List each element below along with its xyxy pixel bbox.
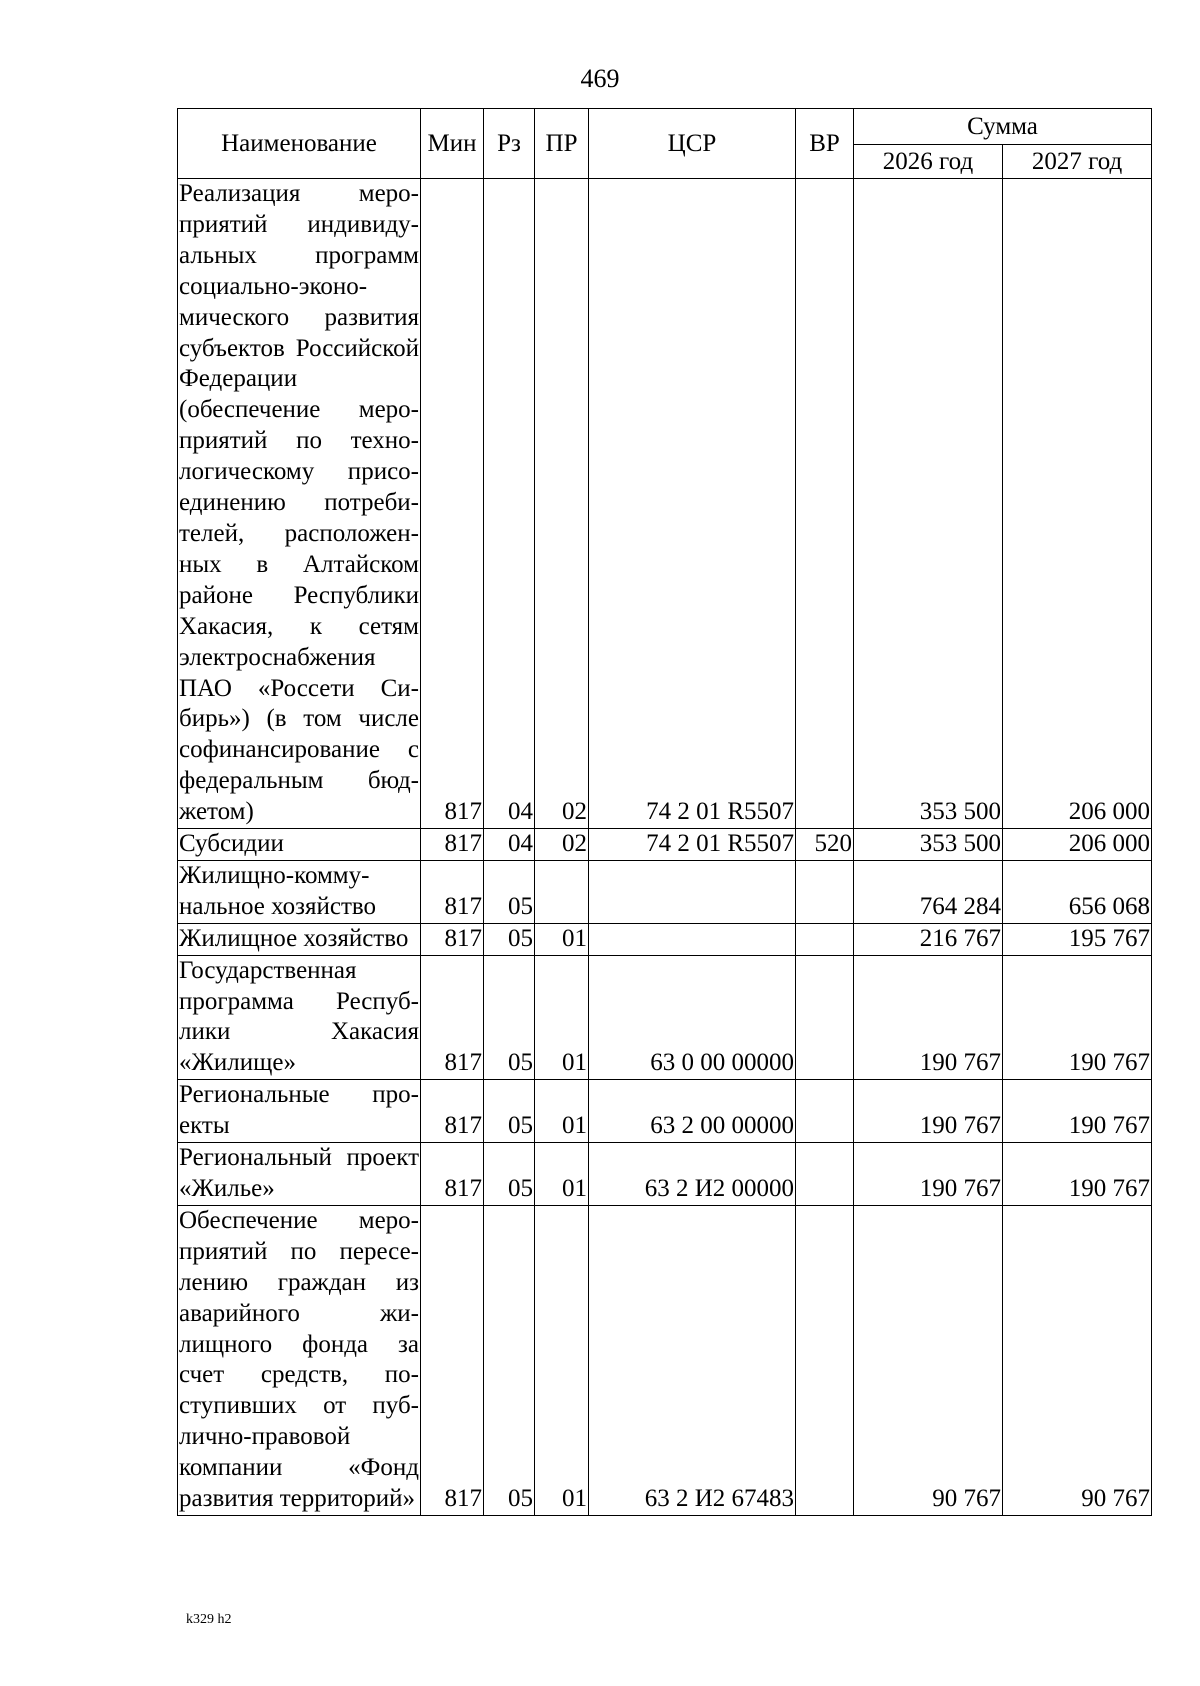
row-2027: 190 767	[1003, 1080, 1152, 1143]
row-vr	[796, 1205, 854, 1515]
table-row	[178, 1080, 1152, 1143]
header-min: Мин	[421, 109, 484, 179]
row-2027: 195 767	[1003, 923, 1152, 955]
row-min: 817	[421, 955, 484, 1080]
header-csr: ЦСР	[589, 109, 796, 179]
row-vr	[796, 179, 854, 829]
row-vr: 520	[796, 829, 854, 861]
row-csr: 63 2 И2 67483	[589, 1205, 796, 1515]
row-pr: 01	[535, 1143, 589, 1206]
row-csr: 74 2 01 R5507	[589, 179, 796, 829]
row-2027: 90 767	[1003, 1205, 1152, 1515]
footer-code: k329 h2	[186, 1612, 232, 1627]
row-rz: 05	[484, 923, 535, 955]
header-sum: Сумма	[854, 109, 1152, 145]
row-2027: 656 068	[1003, 860, 1152, 923]
budget-table	[177, 108, 1152, 1516]
row-pr	[535, 860, 589, 923]
row-pr: 02	[535, 829, 589, 861]
row-rz: 05	[484, 955, 535, 1080]
row-min: 817	[421, 860, 484, 923]
row-2027: 206 000	[1003, 179, 1152, 829]
row-min: 817	[421, 1080, 484, 1143]
header-rz: Рз	[484, 109, 535, 179]
row-2026: 190 767	[854, 1080, 1003, 1143]
row-rz: 05	[484, 1205, 535, 1515]
row-rz: 04	[484, 179, 535, 829]
row-pr: 01	[535, 923, 589, 955]
row-pr: 01	[535, 1080, 589, 1143]
row-name: Региональные проекты	[178, 1080, 421, 1143]
row-2026: 764 284	[854, 860, 1003, 923]
table-row	[178, 923, 1152, 955]
row-rz: 05	[484, 1080, 535, 1143]
row-min: 817	[421, 829, 484, 861]
header-name: Наименование	[178, 109, 421, 179]
row-name: Жилищно-коммунальное хозяйство	[178, 860, 421, 923]
row-vr	[796, 860, 854, 923]
row-2026: 90 767	[854, 1205, 1003, 1515]
table-row	[178, 829, 1152, 861]
row-2026: 216 767	[854, 923, 1003, 955]
table-row	[178, 955, 1152, 1080]
row-rz: 05	[484, 860, 535, 923]
table-row	[178, 1143, 1152, 1206]
table-row	[178, 1205, 1152, 1515]
row-2026: 190 767	[854, 1143, 1003, 1206]
row-name: Государственная программа Республики Хакасия «Жилище»	[178, 955, 421, 1080]
row-pr: 01	[535, 955, 589, 1080]
row-vr	[796, 955, 854, 1080]
row-name: Реализация мероприятий индивидуальных программ социально-экономического развития субъектов Российской Федерации (обеспечение мероприятий по технологическому присоединению потребителей, расположенных в Алтайском районе Республики Хакасия, к сетям электроснабжения ПАО «Россети Сибирь») (в том числе софинансирование с федеральным бюджетом)	[178, 179, 421, 829]
row-csr: 63 2 И2 00000	[589, 1143, 796, 1206]
row-2026: 353 500	[854, 829, 1003, 861]
row-min: 817	[421, 1205, 484, 1515]
table-row	[178, 860, 1152, 923]
row-min: 817	[421, 923, 484, 955]
row-2027: 206 000	[1003, 829, 1152, 861]
row-csr: 63 2 00 00000	[589, 1080, 796, 1143]
header-year-2026: 2026 год	[854, 145, 1003, 179]
row-pr: 02	[535, 179, 589, 829]
row-pr: 01	[535, 1205, 589, 1515]
page-number: 469	[580, 64, 620, 93]
row-2026: 353 500	[854, 179, 1003, 829]
row-csr	[589, 923, 796, 955]
header-year-2027: 2027 год	[1003, 145, 1152, 179]
row-vr	[796, 923, 854, 955]
header-vr: ВР	[796, 109, 854, 179]
row-csr	[589, 860, 796, 923]
row-name: Региональный проект «Жилье»	[178, 1143, 421, 1206]
row-min: 817	[421, 179, 484, 829]
table-row	[178, 179, 1152, 829]
row-name: Жилищное хозяйство	[178, 923, 421, 955]
row-vr	[796, 1143, 854, 1206]
row-rz: 04	[484, 829, 535, 861]
row-csr: 74 2 01 R5507	[589, 829, 796, 861]
row-vr	[796, 1080, 854, 1143]
row-2027: 190 767	[1003, 1143, 1152, 1206]
row-2026: 190 767	[854, 955, 1003, 1080]
row-csr: 63 0 00 00000	[589, 955, 796, 1080]
row-2027: 190 767	[1003, 955, 1152, 1080]
row-rz: 05	[484, 1143, 535, 1206]
row-name: Обеспечение мероприятий по переселению граждан из аварийного жилищного фонда за счет средств, поступивших от публично-правовой компании «Фонд развития территорий»	[178, 1205, 421, 1515]
header-pr: ПР	[535, 109, 589, 179]
row-name: Субсидии	[178, 829, 421, 861]
row-min: 817	[421, 1143, 484, 1206]
